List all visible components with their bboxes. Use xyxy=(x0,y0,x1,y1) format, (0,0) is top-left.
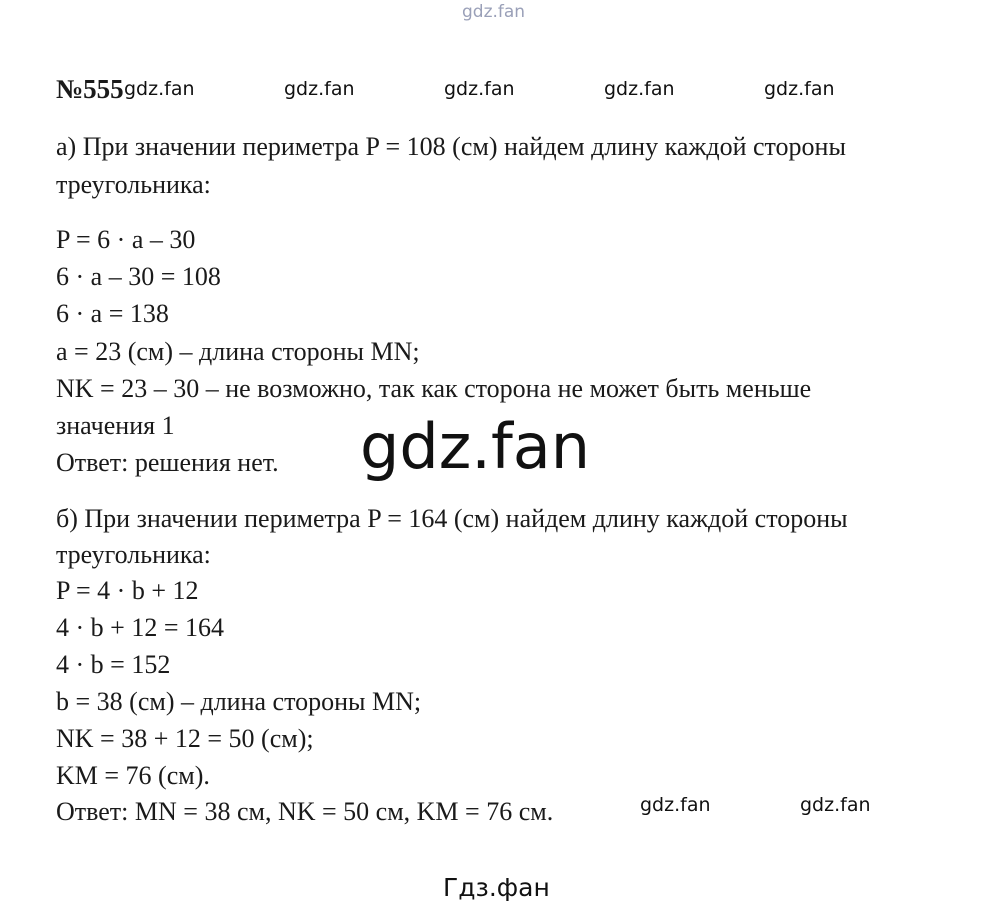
part-b-equation-3: 4 · b = 152 xyxy=(56,650,171,679)
watermark-bottom-1: gdz.fan xyxy=(640,794,711,816)
watermark-row-5: gdz.fan xyxy=(764,78,835,100)
part-b-intro-line-1: б) При значении периметра P = 164 (см) найдем длину каждой стороны xyxy=(56,504,848,533)
watermark-row-2: gdz.fan xyxy=(284,78,355,100)
part-b-side-km: KM = 76 (см). xyxy=(56,761,210,790)
part-b-answer: Ответ: MN = 38 см, NK = 50 см, KM = 76 см. xyxy=(56,797,554,826)
part-b-equation-2: 4 · b + 12 = 164 xyxy=(56,613,224,642)
part-a-equation-1: P = 6 · a – 30 xyxy=(56,225,196,254)
part-a-note: значения 1 xyxy=(56,411,175,440)
part-a-equation-3: 6 · a = 138 xyxy=(56,299,169,328)
watermark-big: gdz.fan xyxy=(360,410,591,483)
watermark-row-3: gdz.fan xyxy=(444,78,515,100)
watermark-row-4: gdz.fan xyxy=(604,78,675,100)
part-a-side-nk: NK = 23 – 30 – не возможно, так как сторона не может быть меньше xyxy=(56,374,812,403)
watermark-bottom-2: gdz.fan xyxy=(800,794,871,816)
part-a-answer: Ответ: решения нет. xyxy=(56,448,279,477)
part-a-intro-line-2: треугольника: xyxy=(56,170,211,199)
part-a-intro-line-1: а) При значении периметра P = 108 (см) найдем длину каждой стороны xyxy=(56,132,846,161)
part-a-side-mn: a = 23 (см) – длина стороны MN; xyxy=(56,337,420,366)
part-a-equation-2: 6 · a – 30 = 108 xyxy=(56,262,221,291)
part-b-intro-line-2: треугольника: xyxy=(56,540,211,569)
watermark-footer: Гдз.фан xyxy=(443,873,550,902)
watermark-row-1: gdz.fan xyxy=(124,78,195,100)
problem-number: №555 xyxy=(56,74,124,104)
part-b-equation-1: P = 4 · b + 12 xyxy=(56,576,199,605)
part-b-side-nk: NK = 38 + 12 = 50 (см); xyxy=(56,724,314,753)
part-b-side-mn: b = 38 (см) – длина стороны MN; xyxy=(56,687,422,716)
watermark-top: gdz.fan xyxy=(462,2,526,22)
